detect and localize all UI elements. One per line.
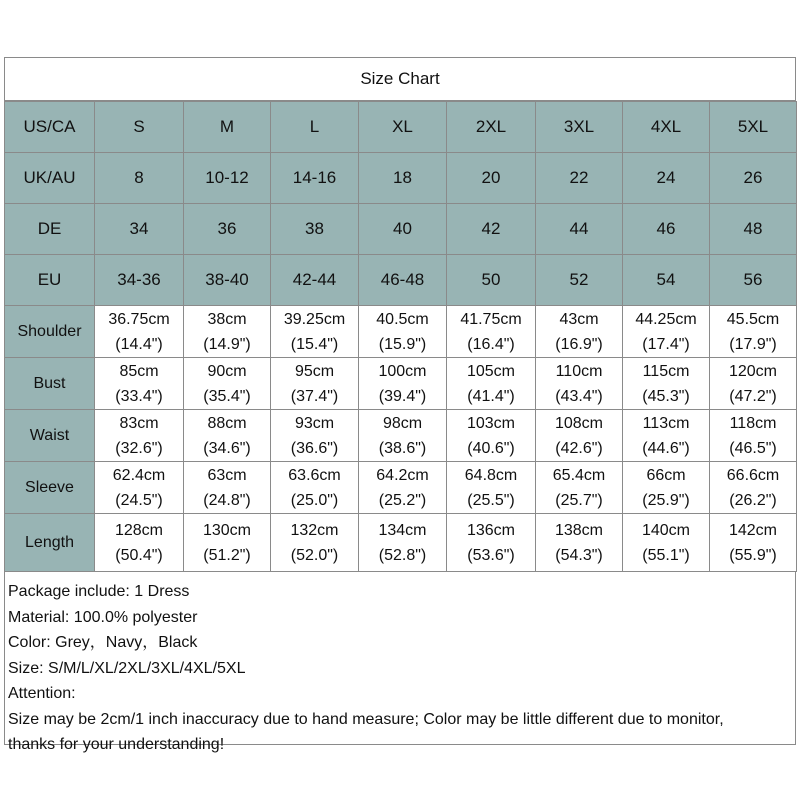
inch-value: (17.9") [729,335,777,353]
cm-value: 64.2cm [376,466,429,484]
measure-row-bust [5,358,797,410]
size-cell: 34 [95,204,184,255]
measure-cell [95,514,184,572]
measure-cell [447,358,536,410]
size-cell: 24 [623,153,710,204]
size-cell: 20 [447,153,536,204]
size-cell: 36 [184,204,271,255]
size-cell: XL [359,102,447,153]
inch-value: (55.1") [642,546,690,564]
size-cell: 2XL [447,102,536,153]
inch-value: (51.2") [203,546,251,564]
measure-cell [623,358,710,410]
note-line: Size: S/M/L/XL/2XL/3XL/4XL/5XL [8,659,246,677]
inch-value: (25.7") [555,491,603,509]
cm-value: 115cm [642,362,690,380]
cm-value: 38cm [207,310,247,328]
measure-cell [359,462,447,514]
cm-value: 63.6cm [288,466,341,484]
row-label: Waist [5,410,95,462]
measure-cell [447,306,536,358]
row-label: Length [5,514,95,572]
size-cell: L [271,102,359,153]
size-chart [4,57,796,753]
measure-cell [184,306,271,358]
measure-cell [184,410,271,462]
measure-cell [359,306,447,358]
measure-row-length [5,514,797,572]
inch-value: (16.4") [467,335,515,353]
row-label: US/CA [5,102,95,153]
measure-cell [623,306,710,358]
inch-value: (25.9") [642,491,690,509]
inch-value: (24.5") [115,491,163,509]
measure-row-shoulder [5,306,797,358]
cm-value: 62.4cm [112,466,166,484]
inch-value: (15.4") [290,335,339,353]
row-label: Shoulder [5,306,95,358]
cm-value: 43cm [559,310,599,328]
measure-cell [623,462,710,514]
measure-cell [623,410,710,462]
note-line: Package include: 1 Dress [8,583,190,600]
size-table [4,101,797,572]
inch-value: (37.4") [290,387,339,405]
inch-value: (39.4") [378,387,427,405]
row-label: Sleeve [5,462,95,514]
cm-value: 65.4cm [552,466,606,484]
size-cell: 48 [710,204,797,255]
cm-value: 64.8cm [464,466,518,484]
size-cell: 56 [710,255,797,306]
row-label: DE [5,204,95,255]
measure-cell [536,462,623,514]
inch-value: (26.2") [729,491,777,509]
size-cell: 38 [271,204,359,255]
cm-value: 41.75cm [460,310,522,328]
measure-cell [184,462,271,514]
size-cell: 46 [623,204,710,255]
size-cell: S [95,102,184,153]
inch-value: (52.0") [290,546,339,564]
size-cell: 46-48 [359,255,447,306]
inch-value: (25.5") [467,491,515,509]
size-row-de [5,204,797,255]
inch-value: (33.4") [115,387,163,405]
inch-value: (24.8") [203,491,251,509]
inch-value: (44.6") [642,439,690,457]
inch-value: (43.4") [555,387,603,405]
size-row-eu [5,255,797,306]
cm-value: 105cm [466,362,516,380]
inch-value: (54.3") [555,546,603,564]
note-line: Attention: [8,685,76,702]
inch-value: (15.9") [378,335,427,353]
measure-cell [95,410,184,462]
size-cell: M [184,102,271,153]
measure-cell [184,358,271,410]
row-label: Bust [5,358,95,410]
measure-cell [271,358,359,410]
size-cell: 10-12 [184,153,271,204]
inch-value: (25.2") [378,491,427,509]
cm-value: 44.25cm [635,310,697,328]
measure-cell [184,514,271,572]
cm-value: 85cm [119,362,159,380]
measure-cell [623,514,710,572]
size-cell: 5XL [710,102,797,153]
measure-cell [710,410,797,462]
size-cell: 54 [623,255,710,306]
inch-value: (50.4") [115,546,163,564]
cm-value: 88cm [207,414,247,432]
size-cell: 4XL [623,102,710,153]
measure-row-sleeve [5,462,797,514]
inch-value: (14.9") [203,335,251,353]
size-cell: 50 [447,255,536,306]
measure-cell [536,358,623,410]
cm-value: 66cm [646,466,686,484]
inch-value: (16.9") [555,335,603,353]
size-cell: 14-16 [271,153,359,204]
inch-value: (38.6") [378,439,427,457]
cm-value: 40.5cm [376,310,429,328]
cm-value: 130cm [202,521,252,539]
cm-value: 100cm [378,362,427,380]
size-cell: 42-44 [271,255,359,306]
measure-cell [536,410,623,462]
cm-value: 108cm [554,414,604,432]
row-label: EU [5,255,95,306]
size-cell: 42 [447,204,536,255]
measure-cell [710,462,797,514]
measure-cell [95,462,184,514]
inch-value: (42.6") [555,439,603,457]
size-cell: 18 [359,153,447,204]
size-row-uk-au [5,153,797,204]
size-cell: 22 [536,153,623,204]
cm-value: 128cm [114,521,164,539]
measure-cell [271,410,359,462]
measure-row-waist [5,410,797,462]
inch-value: (14.4") [115,335,163,353]
note-line: thanks for your understanding! [8,736,225,753]
inch-value: (17.4") [642,335,690,353]
cm-value: 118cm [729,414,777,432]
note-line: Material: 100.0% polyester [8,608,198,626]
cm-value: 113cm [642,414,690,432]
size-cell: 34-36 [95,255,184,306]
cm-value: 110cm [555,362,603,380]
size-cell: 40 [359,204,447,255]
measure-cell [359,410,447,462]
cm-value: 66.6cm [726,466,780,484]
inch-value: (41.4") [467,387,515,405]
inch-value: (53.6") [467,546,515,564]
cm-value: 140cm [641,521,691,539]
measure-cell [95,306,184,358]
size-cell: 8 [95,153,184,204]
inch-value: (25.0") [290,491,339,509]
inch-value: (32.6") [115,439,163,457]
measure-cell [271,462,359,514]
measure-cell [359,358,447,410]
inch-value: (40.6") [467,439,515,457]
cm-value: 98cm [382,414,423,432]
note-line: Size may be 2cm/1 inch inaccuracy due to hand measure; Color may be little different due to monitor, [8,710,724,728]
cm-value: 83cm [119,414,159,432]
measure-cell [536,514,623,572]
cm-value: 138cm [554,521,604,539]
size-cell: 3XL [536,102,623,153]
size-cell: 26 [710,153,797,204]
measure-cell [95,358,184,410]
chart-title: Size Chart [5,58,795,101]
cm-value: 39.25cm [283,310,346,328]
inch-value: (55.9") [729,546,777,564]
inch-value: (45.3") [642,387,690,405]
cm-value: 103cm [466,414,516,432]
measure-cell [710,358,797,410]
size-cell: 44 [536,204,623,255]
cm-value: 45.5cm [726,310,780,328]
measure-cell [271,306,359,358]
inch-value: (46.5") [729,439,777,457]
inch-value: (35.4") [203,387,251,405]
measure-cell [710,306,797,358]
measure-cell [447,462,536,514]
cm-value: 136cm [466,521,516,539]
inch-value: (47.2") [729,387,777,405]
measure-cell [536,306,623,358]
measure-cell [359,514,447,572]
cm-value: 63cm [207,466,247,484]
size-row-us-ca [5,102,797,153]
cm-value: 142cm [728,521,778,539]
inch-value: (34.6") [203,439,251,457]
note-line: Color: Grey，Navy，Black [8,634,198,651]
measure-cell [271,514,359,572]
measure-cell [447,514,536,572]
cm-value: 93cm [294,414,335,432]
cm-value: 90cm [207,362,247,380]
size-cell: 38-40 [184,255,271,306]
measure-cell [447,410,536,462]
inch-value: (52.8") [378,546,427,564]
cm-value: 120cm [728,362,778,380]
row-label: UK/AU [5,153,95,204]
size-cell: 52 [536,255,623,306]
inch-value: (36.6") [290,439,339,457]
cm-value: 36.75cm [108,310,170,328]
product-notes [5,572,795,758]
cm-value: 95cm [294,362,335,380]
cm-value: 132cm [290,521,339,539]
measure-cell [710,514,797,572]
cm-value: 134cm [378,521,427,539]
